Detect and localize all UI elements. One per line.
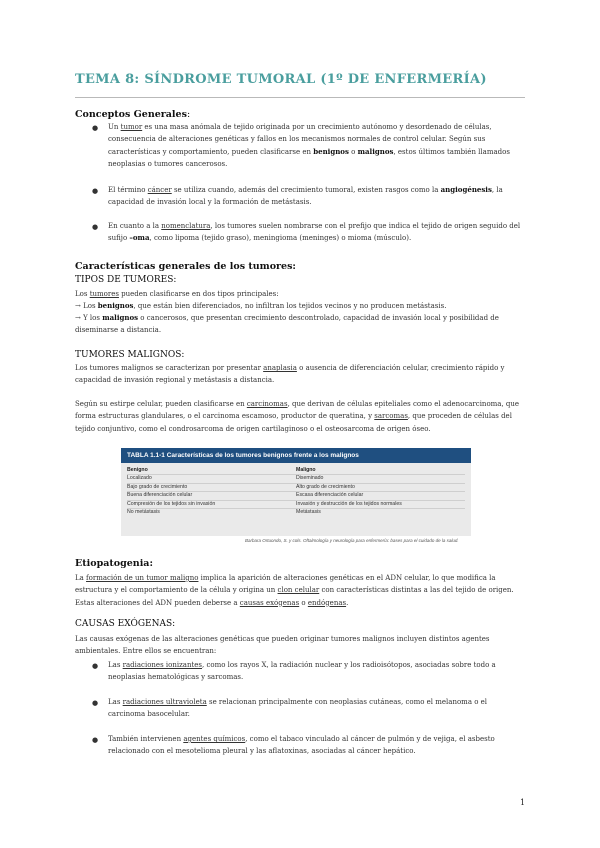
- table-row: [127, 500, 465, 509]
- section-heading-caracteristicas: Características generales de los tumores:: [75, 261, 296, 272]
- paragraph-estirpe-celular: Según su estirpe celular, pueden clasificarse en carcinomas, que derivan de células epiteliales como el adenocarcinoma, que forma estructuras glandulares, o el carcinoma escamoso, productor de queratina, y sarcomas, que proceden de células del tejido conjuntivo, como el condrosarcoma de origen cartilaginoso o el osteosarcoma de origen óseo.: [75, 400, 520, 433]
- paragraph-cancer-term: El término cáncer se utiliza cuando, además del crecimiento tumoral, existen rasgos como la angiogénesis, la capacidad de invasión local y la formación de metástasis.: [108, 185, 503, 207]
- subheading-tumores-malignos: TUMORES MALIGNOS:: [75, 350, 185, 360]
- table-column-maligno: Maligno: [296, 467, 316, 473]
- table-cell: Bajo grado de crecimiento: [127, 483, 188, 490]
- subheading-tipos: TIPOS DE TUMORES:: [75, 275, 177, 285]
- table-title: TABLA 1.1-1 Características de los tumores benignos frente a los malignos: [121, 448, 471, 463]
- bullet-icon: ●: [92, 223, 99, 231]
- bullet-icon: ●: [92, 699, 99, 707]
- table-cell: No metástasis: [127, 509, 160, 515]
- table-cell: Invasión y destrucción de los tejidos normales: [296, 500, 402, 507]
- paragraph-nomenclatura: En cuanto a la nomenclatura, los tumores suelen nombrarse con el prefijo que indica el tejido de origen seguido del sufijo –oma, como lipoma (tejido graso), meningioma (meninges) o mioma (músculo).: [108, 222, 521, 243]
- table-cell: Alto grado de crecimiento: [296, 483, 355, 490]
- table-header-row: [121, 463, 471, 473]
- table-row: [127, 491, 465, 500]
- table-cell: Localizado: [127, 475, 152, 481]
- table-cell: Compresión de los tejidos sin invasión: [127, 500, 216, 507]
- section-heading-conceptos: Conceptos Generales:: [75, 109, 191, 120]
- bullet-icon: ●: [92, 124, 99, 132]
- table-row: [127, 474, 465, 483]
- list-item-malignos: → Y los malignos o cancerosos, que presentan crecimiento descontrolado, capacidad de invasión local y posibilidad de diseminarse a distancia.: [75, 313, 499, 335]
- table-cell: Diseminado: [296, 475, 324, 481]
- paragraph-etiopatogenia: La formación de un tumor maligno implica la aparición de alteraciones genéticas en el ADN celular, lo que modifica la estructura y el comportamiento de la célula y origina un clon celular con características distintas a las del tejido de origen. Estas alteraciones del ADN pueden deberse a causas exógenas o endógenas.: [75, 574, 514, 607]
- table-cell: Escasa diferenciación celular: [296, 492, 364, 498]
- table-cell: Buena diferenciación celular: [127, 492, 193, 498]
- subheading-causas-exogenas: CAUSAS EXÓGENAS:: [75, 619, 176, 629]
- bullet-icon: ●: [92, 187, 99, 195]
- list-item-benignos: → Los benignos, que están bien diferenciados, no infiltran los tejidos vecinos y no producen metástasis.: [75, 301, 447, 310]
- section-heading-etiopatogenia: Etiopatogenia:: [75, 558, 153, 569]
- paragraph-exogenas-intro: Las causas exógenas de las alteraciones genéticas que pueden originar tumores malignos incluyen distintos agentes ambientales. Entre ellos se encuentran:: [75, 635, 490, 656]
- table-column-benigno: Benigno: [127, 467, 148, 473]
- document-title: TEMA 8: SÍNDROME TUMORAL (1º DE ENFERMERÍA): [75, 72, 487, 87]
- paragraph-tumor-definition: Un tumor es una masa anómala de tejido originada por un crecimiento autónomo y desordenado de células, consecuencia de alteraciones genéticas y fallos en los mecanismos normales de control celular. Según sus características y comportamiento, pueden clasificarse en benignos o malignos, estos últimos también llamados neoplasias o tumores cancerosos.: [108, 123, 510, 168]
- table-cell: Metástasis: [296, 509, 321, 515]
- paragraph-tipos-intro: Los tumores pueden clasificarse en dos tipos principales:: [75, 290, 279, 298]
- bullet-icon: ●: [92, 662, 99, 670]
- table-row: [127, 508, 465, 517]
- title-divider: [75, 97, 525, 98]
- list-item-ionizantes: Las radiaciones ionizantes, como los rayos X, la radiación nuclear y los radioisótopos, asociadas sobre todo a neoplasias hematológicas y sarcomas.: [108, 661, 496, 682]
- list-item-ultravioleta: Las radiaciones ultravioleta se relacionan principalmente con neoplasias cutáneas, como el melanoma o el carcinoma basocelular.: [108, 698, 488, 719]
- table-caption: Barbara Ortuondo, S. y cols. Oftalmología y neurología para enfermería: bases para el cuidado de la salud.: [245, 538, 459, 543]
- page-number: 1: [520, 798, 526, 807]
- table-row: [127, 483, 465, 492]
- paragraph-malignos-definition: Los tumores malignos se caracterizan por presentar anaplasia o ausencia de diferenciación celular, crecimiento rápido y capacidad de invasión regional y metástasis a distancia.: [75, 364, 505, 385]
- bullet-icon: ●: [92, 736, 99, 744]
- list-item-quimicos: También intervienen agentes químicos, como el tabaco vinculado al cáncer de pulmón y de vejiga, el asbesto relacionado con el mesotelioma pleural y las aflatoxinas, asociadas al cáncer hepático.: [108, 735, 495, 756]
- comparison-table: [121, 448, 471, 536]
